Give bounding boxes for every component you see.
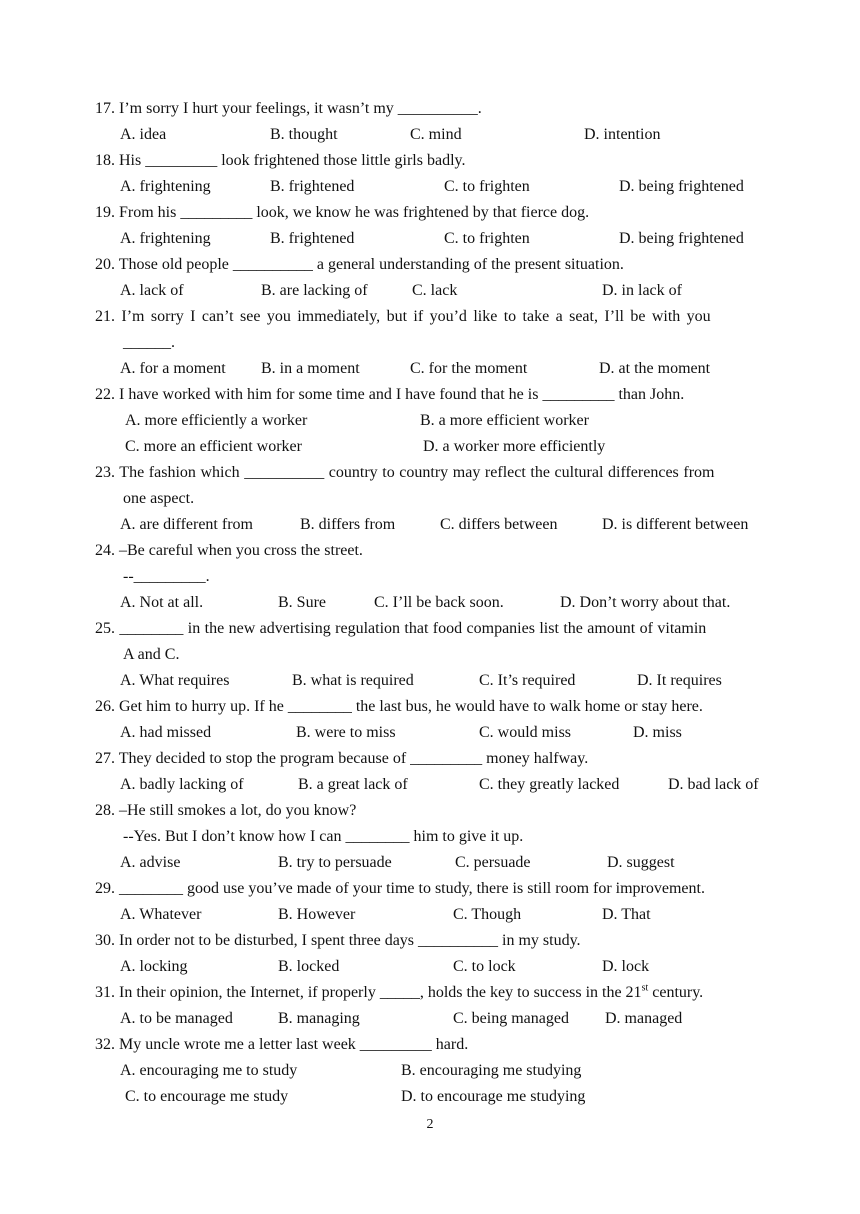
question-text: 19. From his _________ look, we know he was frightened by that fierce dog.: [95, 204, 590, 221]
options-row: [95, 954, 775, 980]
question-text: 32. My uncle wrote me a letter last week _________ hard.: [95, 1036, 469, 1053]
option-a: A. more efficiently a worker: [125, 412, 308, 429]
options-row: [95, 122, 775, 148]
option-a: A. locking: [120, 958, 188, 975]
options-row: [95, 512, 775, 538]
option-a: A. Not at all.: [120, 594, 204, 611]
question-23: [95, 460, 775, 538]
options-row: [95, 902, 775, 928]
option-d: D. being frightened: [619, 178, 744, 195]
options-row: [95, 278, 775, 304]
option-a: A. had missed: [120, 724, 212, 741]
options-row: [95, 590, 775, 616]
option-d: D. That: [602, 906, 651, 923]
option-b: B. managing: [278, 1010, 360, 1027]
question-25: [95, 616, 775, 694]
option-d: D. miss: [633, 724, 682, 741]
options-row: [95, 1058, 775, 1084]
question-text: 27. They decided to stop the program because of _________ money halfway.: [95, 750, 589, 767]
option-d: D. to encourage me studying: [401, 1088, 586, 1105]
question-continuation: A and C.: [123, 646, 180, 663]
option-b: B. were to miss: [296, 724, 396, 741]
question-text: 18. His _________ look frightened those little girls badly.: [95, 152, 466, 169]
question-text-end: century.: [648, 984, 704, 1001]
question-text: 21. I’m sorry I can’t see you immediately, but if you’d like to take a seat, I’ll be with you: [95, 308, 711, 325]
question-text: 26. Get him to hurry up. If he ________ the last bus, he would have to walk home or stay here.: [95, 698, 703, 715]
option-c: C. I’ll be back soon.: [374, 594, 504, 611]
option-c: C. mind: [410, 126, 462, 143]
question-continuation: one aspect.: [123, 490, 195, 507]
option-b: B. a great lack of: [298, 776, 408, 793]
question-text-main: 31. In their opinion, the Internet, if properly _____, holds the key to success in the 21: [95, 984, 642, 1001]
option-d: D. lock: [602, 958, 650, 975]
option-d: D. in lack of: [602, 282, 682, 299]
option-d: D. bad lack of: [668, 776, 759, 793]
option-c: C. for the moment: [410, 360, 528, 377]
question-21: [95, 304, 775, 382]
option-b: B. frightened: [270, 178, 355, 195]
question-20: [95, 252, 775, 304]
option-a: A. are different from: [120, 516, 253, 533]
question-24: [95, 538, 775, 616]
options-row: [95, 1084, 775, 1110]
option-b: B. Sure: [278, 594, 326, 611]
option-c: C. to lock: [453, 958, 516, 975]
option-d: D. It requires: [637, 672, 722, 689]
option-b: B. locked: [278, 958, 340, 975]
question-text: 22. I have worked with him for some time and I have found that he is _________ than John.: [95, 386, 685, 403]
option-c: C. Though: [453, 906, 522, 923]
option-b: B. thought: [270, 126, 338, 143]
question-28: [95, 798, 775, 876]
question-32: [95, 1032, 775, 1110]
question-27: [95, 746, 775, 798]
page-number: 2: [426, 1117, 434, 1132]
option-a: A. frightening: [120, 230, 211, 247]
option-c: C. differs between: [440, 516, 558, 533]
option-a: A. idea: [120, 126, 167, 143]
option-a: A. encouraging me to study: [120, 1062, 298, 1079]
options-row: [95, 720, 775, 746]
option-d: D. being frightened: [619, 230, 744, 247]
question-text: 30. In order not to be disturbed, I spent three days __________ in my study.: [95, 932, 581, 949]
option-b: B. frightened: [270, 230, 355, 247]
question-continuation: --Yes. But I don’t know how I can ________ him to give it up.: [123, 828, 524, 845]
option-a: A. badly lacking of: [120, 776, 244, 793]
question-text: 24. –Be careful when you cross the street.: [95, 542, 363, 559]
ordinal-suffix: st: [641, 982, 649, 994]
option-a: A. advise: [120, 854, 181, 871]
options-row: [95, 668, 775, 694]
question-30: [95, 928, 775, 980]
option-c: C. being managed: [453, 1010, 569, 1027]
options-row: [95, 772, 775, 798]
option-a: A. frightening: [120, 178, 211, 195]
option-c: C. to encourage me study: [125, 1088, 289, 1105]
option-b: B. what is required: [292, 672, 414, 689]
question-text: [95, 980, 775, 1006]
option-d: D. is different between: [602, 516, 749, 533]
options-row: [95, 226, 775, 252]
question-text: 28. –He still smokes a lot, do you know?: [95, 802, 357, 819]
question-26: [95, 694, 775, 746]
option-d: D. at the moment: [599, 360, 711, 377]
option-c: C. to frighten: [444, 178, 530, 195]
question-31: [95, 980, 775, 1032]
option-a: A. Whatever: [120, 906, 202, 923]
option-c: C. lack: [412, 282, 458, 299]
option-b: B. are lacking of: [261, 282, 368, 299]
option-c: C. would miss: [479, 724, 572, 741]
options-row: [95, 850, 775, 876]
question-17: [95, 96, 775, 148]
question-continuation: --_________.: [123, 568, 210, 585]
option-a: A. What requires: [120, 672, 230, 689]
question-text: 29. ________ good use you’ve made of your time to study, there is still room for improvement.: [95, 880, 705, 897]
option-b: B. However: [278, 906, 356, 923]
question-text: 23. The fashion which __________ country to country may reflect the cultural differences from: [95, 464, 715, 481]
option-d: D. Don’t worry about that.: [560, 594, 731, 611]
option-b: B. differs from: [300, 516, 396, 533]
option-c: C. persuade: [455, 854, 531, 871]
option-a: A. to be managed: [120, 1010, 233, 1027]
options-row: [95, 434, 775, 460]
question-22: [95, 382, 775, 460]
options-row: [95, 174, 775, 200]
question-text: 17. I’m sorry I hurt your feelings, it wasn’t my __________.: [95, 100, 482, 117]
option-d: D. a worker more efficiently: [423, 438, 606, 455]
question-text: 25. ________ in the new advertising regulation that food companies list the amount of vitamin: [95, 620, 707, 637]
options-row: [95, 356, 775, 382]
option-d: D. suggest: [607, 854, 675, 871]
question-continuation: ______.: [123, 334, 175, 351]
options-row: [95, 408, 775, 434]
option-d: D. managed: [605, 1010, 683, 1027]
option-d: D. intention: [584, 126, 661, 143]
option-b: B. try to persuade: [278, 854, 392, 871]
options-row: [95, 1006, 775, 1032]
option-c: C. they greatly lacked: [479, 776, 620, 793]
option-b: B. encouraging me studying: [401, 1062, 582, 1079]
question-18: [95, 148, 775, 200]
option-a: A. for a moment: [120, 360, 226, 377]
question-19: [95, 200, 775, 252]
option-c: C. more an efficient worker: [125, 438, 302, 455]
question-text: 20. Those old people __________ a general understanding of the present situation.: [95, 256, 624, 273]
option-a: A. lack of: [120, 282, 184, 299]
question-29: [95, 876, 775, 928]
option-c: C. to frighten: [444, 230, 530, 247]
option-b: B. in a moment: [261, 360, 360, 377]
option-c: C. It’s required: [479, 672, 576, 689]
option-b: B. a more efficient worker: [420, 412, 589, 429]
